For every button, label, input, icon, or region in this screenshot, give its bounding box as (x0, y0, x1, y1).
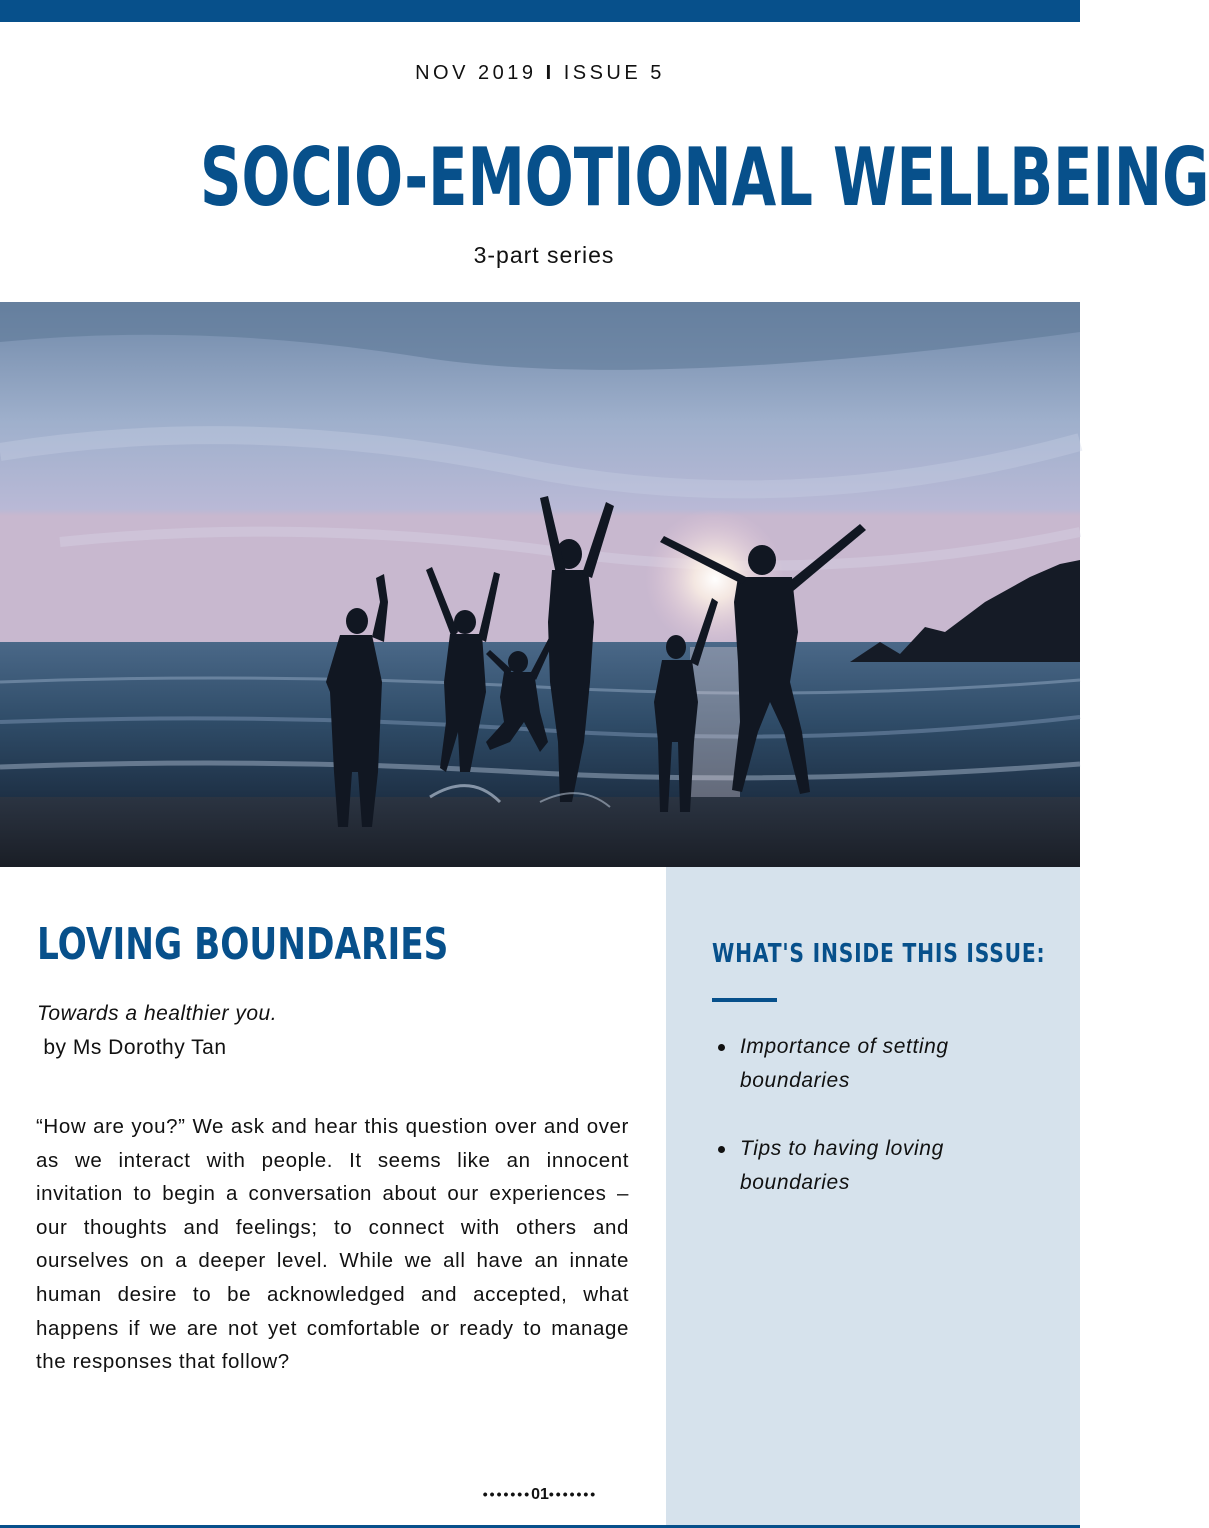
contents-list (712, 1030, 1042, 1234)
issue-number: ISSUE 5 (563, 62, 665, 84)
contents-item-label: Importance of setting boundaries (740, 1035, 949, 1092)
newsletter-title: SOCIO-EMOTIONAL WELLBEING (200, 131, 1209, 224)
page-dots-right: ••••••• (548, 1486, 598, 1502)
article-byline: by Ms Dorothy Tan (37, 1036, 227, 1059)
bullet-icon (718, 1044, 725, 1051)
article-tagline: Towards a healthier you. (37, 1002, 278, 1025)
issue-separator: I (545, 62, 555, 84)
contents-item-label: Tips to having loving boundaries (740, 1137, 944, 1194)
article-title: LOVING BOUNDARIES (37, 919, 449, 970)
issue-line (0, 62, 1080, 85)
page-dots-left: ••••••• (482, 1486, 532, 1502)
bullet-icon (718, 1146, 725, 1153)
sidebar-title: WHAT'S INSIDE THIS ISSUE: (712, 939, 1046, 969)
sidebar-divider (712, 998, 777, 1002)
contents-item (712, 1030, 1042, 1098)
page-number-value: 01 (531, 1486, 549, 1503)
page-number (430, 1486, 650, 1504)
contents-item (712, 1132, 1042, 1200)
newsletter-subtitle: 3-part series (473, 242, 615, 268)
hero-photo (0, 302, 1080, 867)
article-body: “How are you?” We ask and hear this question over and over as we interact with people. It seems like an innocent invitation to begin a conversation about our experiences – our thoughts and feelings; to connect with others and ourselves on a deeper level. While we all have an innate human desire to be acknowledged and accepted, what happens if we are not yet comfortable or ready to manage the responses that follow? (36, 1115, 629, 1374)
top-accent-bar (0, 0, 1080, 22)
issue-date: NOV 2019 (415, 62, 537, 84)
